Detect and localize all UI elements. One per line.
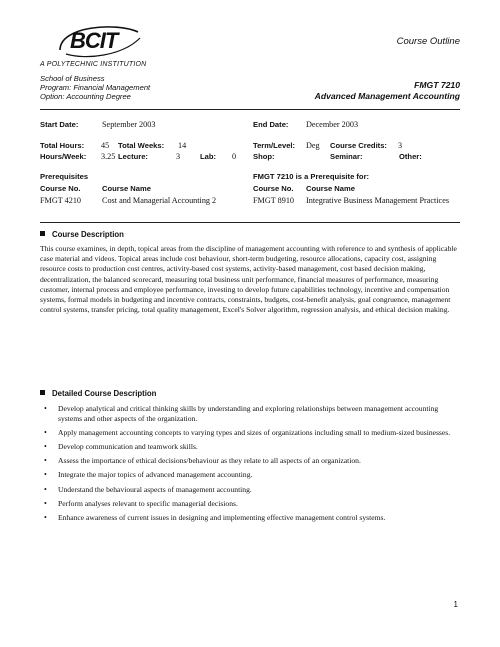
course-code: FMGT 7210 — [414, 80, 460, 90]
seminar-label: Seminar: — [330, 152, 363, 161]
prereqfor-col-course-no: Course No. — [253, 184, 294, 193]
list-item: • Perform analyses relevant to specific managerial decisions. — [40, 499, 458, 509]
term-level-value: Deg — [306, 141, 320, 150]
prerequisite-for-title: FMGT 7210 is a Prerequisite for: — [253, 172, 370, 181]
prereq-col-course-name: Course Name — [102, 184, 151, 193]
course-title: Advanced Management Accounting — [314, 91, 460, 101]
list-item: • Integrate the major topics of advanced management accounting. — [40, 470, 458, 480]
end-date-value: December 2003 — [306, 120, 359, 129]
prereqfor-course-name: Integrative Business Management Practices — [306, 196, 450, 205]
detailed-description-list — [40, 404, 458, 527]
prereqfor-col-course-name: Course Name — [306, 184, 355, 193]
course-description-heading — [40, 230, 124, 239]
divider-middle — [40, 222, 460, 223]
detailed-description-heading-text: Detailed Course Description — [52, 389, 157, 398]
prereq-course-no: FMGT 4210 — [40, 196, 82, 205]
section-bullet-icon — [40, 390, 45, 395]
tagline: A POLYTECHNIC INSTITUTION — [40, 61, 147, 68]
total-hours-label: Total Hours: — [40, 141, 85, 150]
lab-value: 0 — [232, 152, 237, 161]
school-name: School of Business — [40, 74, 105, 83]
list-item: • Apply management accounting concepts to varying types and sizes of organizations including small to medium-sized businesses. — [40, 428, 458, 438]
lab-label: Lab: — [200, 152, 217, 161]
lecture-value: 3 — [176, 152, 181, 161]
list-item: • Enhance awareness of current issues in designing and implementing effective management control systems. — [40, 513, 458, 523]
start-date-label: Start Date: — [40, 120, 79, 129]
course-credits-label: Course Credits: — [330, 141, 387, 150]
hours-week-label: Hours/Week: — [40, 152, 87, 161]
hours-week-value: 3.25 — [101, 152, 116, 161]
divider-top — [40, 109, 460, 110]
list-item: • Understand the behavioural aspects of management accounting. — [40, 485, 458, 495]
start-date-value: September 2003 — [102, 120, 156, 129]
course-credits-value: 3 — [398, 141, 403, 150]
total-hours-value: 45 — [101, 141, 110, 150]
course-description-heading-text: Course Description — [52, 230, 124, 239]
list-item: • Develop analytical and critical thinking skills by understanding and exploring relationships between management accounting systems and other aspects of the organization. — [40, 404, 458, 423]
bcit-logo — [56, 20, 144, 62]
term-level-label: Term/Level: — [253, 141, 296, 150]
detailed-description-heading — [40, 389, 156, 398]
prereq-col-course-no: Course No. — [40, 184, 81, 193]
list-item: • Assess the importance of ethical decisions/behaviour as they relate to all aspects of an organization. — [40, 456, 458, 466]
list-item: • Develop communication and teamwork skills. — [40, 442, 458, 452]
doc-type: Course Outline — [396, 36, 460, 47]
shop-label: Shop: — [253, 152, 275, 161]
prerequisites-title: Prerequisites — [40, 172, 89, 181]
logo-text: BCIT — [70, 28, 118, 53]
section-bullet-icon — [40, 231, 45, 236]
option-name: Option: Accounting Degree — [40, 92, 131, 101]
program-name: Program: Financial Management — [40, 83, 151, 92]
course-description-text: This course examines, in depth, topical areas from the discipline of management accounting with reference to and synthesis of applicable case material and videos. Topical areas include cost behaviour, short-term budgeting, resource allocations, capacity cost, assigning resource costs to production cost centres, activity-based cost systems, activity-based management, cost based decision making, decentralization, the balanced scorecard, measuring total business unit performance, financial measures of performance, measuring customer, internal process and employee performance, investing to develop future capabilities technology, incentive and compensation systems, formal models in budgeting and incentive contracts, constraints, budgets, cost-benefit analysis, goal congruence, management control systems, transfer pricing, total quality management, Excel's Solver algorithm, regression analysis, and ethical decision making. — [40, 244, 457, 315]
lecture-label: Lecture: — [118, 152, 148, 161]
prereq-course-name: Cost and Managerial Accounting 2 — [102, 196, 217, 205]
other-label: Other: — [399, 152, 422, 161]
end-date-label: End Date: — [253, 120, 289, 129]
total-weeks-label: Total Weeks: — [118, 141, 165, 150]
page-number: 1 — [453, 600, 458, 609]
prereqfor-course-no: FMGT 8910 — [253, 196, 295, 205]
total-weeks-value: 14 — [178, 141, 187, 150]
